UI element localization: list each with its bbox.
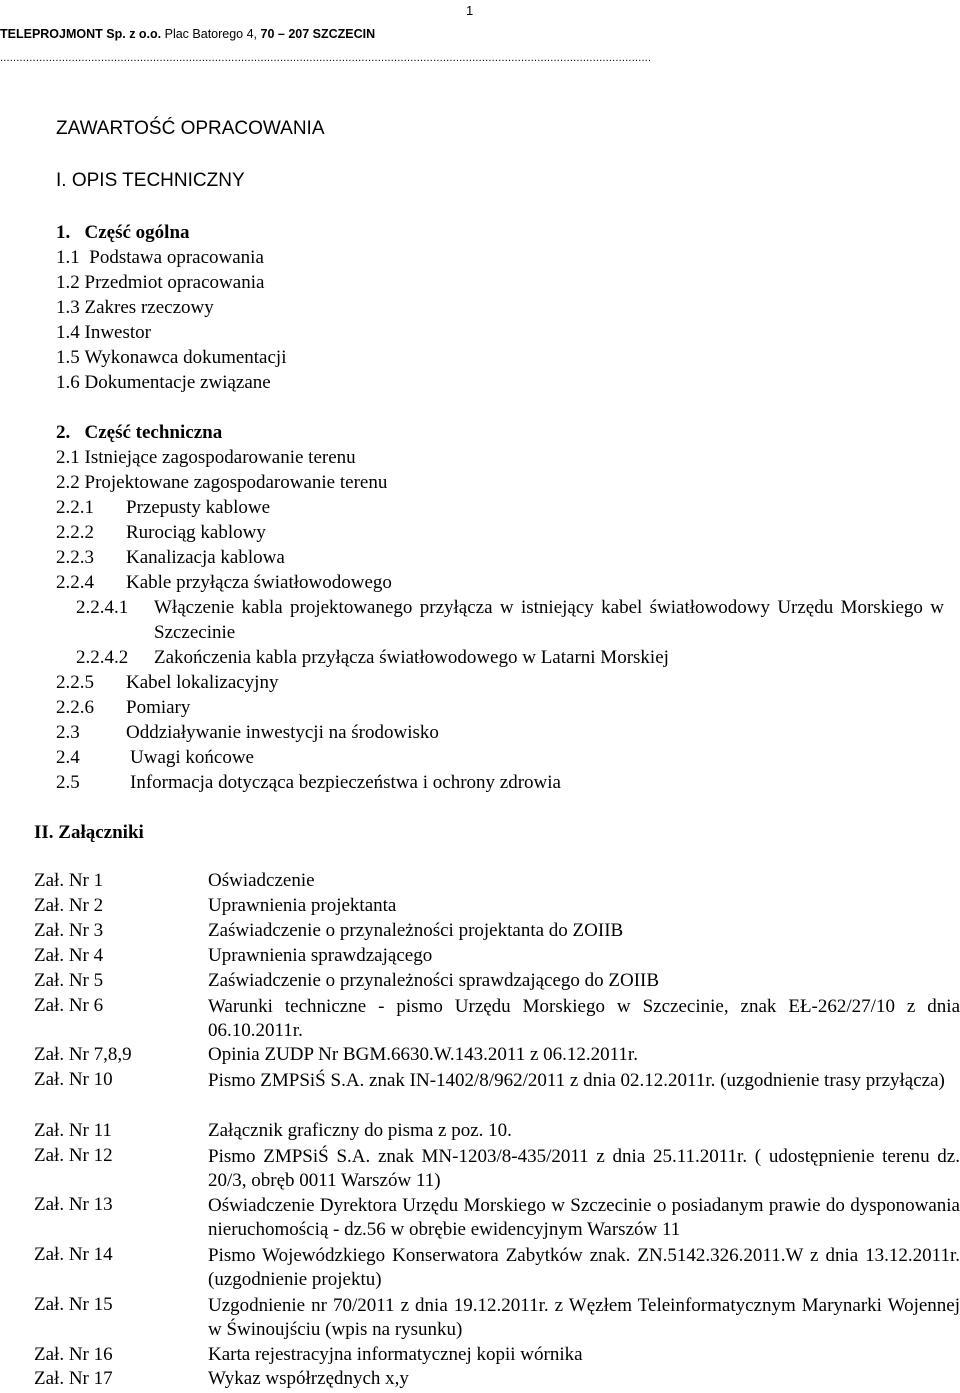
page-number: 1 [466, 3, 474, 18]
attachment-description: Uprawnienia sprawdzającego [208, 945, 433, 966]
toc-item [56, 770, 80, 795]
attachment-label: Zał. Nr 7,8,9 [34, 1044, 132, 1065]
toc-item [56, 320, 151, 345]
toc-number: 1.3 [56, 297, 80, 318]
toc-label: Część techniczna [84, 422, 223, 443]
toc-item [56, 745, 80, 770]
attachment-label: Zał. Nr 10 [34, 1069, 113, 1090]
attachment-description: Pismo ZMPSiŚ S.A. znak IN-1402/8/962/2011 z dnia 02.12.2011r. (uzgodnienie trasy przyłącza) [208, 1070, 945, 1091]
toc-item [56, 670, 94, 695]
toc-label: Zakres rzeczowy [84, 297, 214, 318]
attachment-label: Zał. Nr 14 [34, 1244, 113, 1265]
attachment-description: Zaświadczenie o przynależności sprawdzającego do ZOIIB [208, 970, 660, 991]
toc-number: 1.1 [56, 247, 80, 268]
toc-item [56, 545, 94, 570]
company-postcode: 70 – 207 SZCZECIN [260, 27, 376, 41]
attachment-description: Uzgodnienie nr 70/2011 z dnia 19.12.2011r. z Węzłem Teleinformatycznym Marynarki Wojennej w Świnoujściu (wpis na rysunku) [208, 1295, 960, 1340]
toc-label: Dokumentacje związane [84, 372, 271, 393]
toc-number: 2.2.4.1 [76, 597, 129, 618]
toc-label: Uwagi końcowe [130, 747, 254, 768]
attachment-description: Uprawnienia projektanta [208, 895, 397, 916]
attachment-label: Zał. Nr 3 [34, 920, 104, 941]
toc-number: 1.4 [56, 322, 80, 343]
toc-label: Rurociąg kablowy [126, 522, 266, 543]
toc-item [56, 220, 190, 245]
toc-number: 2.2.6 [56, 697, 94, 718]
toc-number: 1.2 [56, 272, 80, 293]
toc-label: Wykonawca dokumentacji [84, 347, 287, 368]
toc-label: Włączenie kabla projektowanego przyłącza w istniejący kabel światłowodowy Urzędu Morskiego w Szczecinie [154, 597, 944, 643]
attachment-label: Zał. Nr 1 [34, 870, 104, 891]
attachment-description: Oświadczenie [208, 870, 315, 891]
section-heading-zalaczniki: II. Załączniki [34, 822, 144, 843]
toc-label: Część ogólna [84, 222, 190, 243]
attachment-label: Zał. Nr 16 [34, 1344, 113, 1365]
attachment-description: Karta rejestracyjna informatycznej kopii wórnika [208, 1344, 583, 1365]
toc-item [56, 445, 356, 470]
toc-number: 2.2.5 [56, 672, 94, 693]
attachment-description: Wykaz współrzędnych x,y [208, 1368, 409, 1389]
toc-number: 2.2.4 [56, 572, 94, 593]
attachment-description: Zaświadczenie o przynależności projektanta do ZOIIB [208, 920, 624, 941]
attachment-description: Pismo ZMPSiŚ S.A. znak MN-1203/8-435/2011 z dnia 25.11.2011r. ( udostępnienie terenu dz. 20/3, obręb 0011 Warszów 11) [208, 1146, 960, 1191]
attachment-label: Zał. Nr 17 [34, 1368, 113, 1389]
toc-number: 2.2.2 [56, 522, 94, 543]
section-heading-opis: I. OPIS TECHNICZNY [56, 170, 245, 191]
attachment-label: Zał. Nr 12 [34, 1145, 113, 1166]
toc-item [56, 570, 94, 595]
attachment-description: Załącznik graficzny do pisma z poz. 10. [208, 1120, 512, 1141]
document-header [0, 27, 375, 41]
toc-number: 1.5 [56, 347, 80, 368]
toc-label: Oddziaływanie inwestycji na środowisko [126, 722, 439, 743]
attachment-description: Opinia ZUDP Nr BGM.6630.W.143.2011 z 06.12.2011r. [208, 1044, 638, 1065]
toc-number: 2. [56, 422, 71, 443]
toc-label: Zakończenia kabla przyłącza światłowodowego w Latarni Morskiej [154, 647, 669, 668]
attachment-label: Zał. Nr 4 [34, 945, 104, 966]
toc-item [56, 295, 214, 320]
toc-item [76, 595, 128, 620]
toc-number: 2.2.3 [56, 547, 94, 568]
toc-number: 2.4 [56, 747, 80, 768]
toc-item [56, 695, 94, 720]
attachment-description: Pismo Wojewódzkiego Konserwatora Zabytków znak. ZN.5142.326.2011.W z dnia 13.12.2011r. (uzgodnienie projektu) [208, 1245, 960, 1290]
attachment-label: Zał. Nr 2 [34, 895, 104, 916]
toc-number: 2.5 [56, 772, 80, 793]
company-name: TELEPROJMONT [0, 27, 103, 41]
attachment-description: Warunki techniczne - pismo Urzędu Morskiego w Szczecinie, znak EŁ-262/27/10 z dnia 06.10.2011r. [208, 996, 960, 1041]
toc-item [56, 245, 264, 270]
attachment-label: Zał. Nr 11 [34, 1120, 112, 1141]
toc-number: 2.3 [56, 722, 80, 743]
document-title: ZAWARTOŚĆ OPRACOWANIA [56, 118, 325, 139]
toc-item [56, 420, 222, 445]
attachment-description: Oświadczenie Dyrektora Urzędu Morskiego w Szczecinie o posiadanym prawie do dysponowania nieruchomością - dz.56 w obrębie ewidencyjnym Warszów 11 [208, 1195, 960, 1240]
attachment-label: Zał. Nr 5 [34, 970, 104, 991]
company-suffix: Sp. z o.o. [102, 27, 162, 41]
toc-item [56, 495, 94, 520]
toc-label: Inwestor [84, 322, 151, 343]
toc-label: Kanalizacja kablowa [126, 547, 285, 568]
toc-label: Istniejące zagospodarowanie terenu [84, 447, 356, 468]
toc-item [56, 470, 387, 495]
toc-number: 1.6 [56, 372, 80, 393]
toc-number: 2.2.1 [56, 497, 94, 518]
toc-number: 2.1 [56, 447, 80, 468]
toc-number: 2.2.4.2 [76, 647, 129, 668]
header-dotted-rule: ........................................................................................................................................................................................................ [0, 52, 652, 64]
toc-item [56, 270, 264, 295]
attachment-label: Zał. Nr 15 [34, 1294, 113, 1315]
toc-item [76, 645, 128, 670]
attachment-label: Zał. Nr 13 [34, 1194, 113, 1215]
toc-label: Kabel lokalizacyjny [126, 672, 279, 693]
toc-number: 2.2 [56, 472, 80, 493]
toc-label: Kable przyłącza światłowodowego [126, 572, 392, 593]
attachment-label: Zał. Nr 6 [34, 995, 104, 1016]
toc-label: Przedmiot opracowania [84, 272, 265, 293]
toc-label: Podstawa opracowania [89, 247, 264, 268]
toc-item [56, 720, 80, 745]
toc-number: 1. [56, 222, 71, 243]
company-address: Plac Batorego 4, [161, 27, 261, 41]
toc-label: Przepusty kablowe [126, 497, 271, 518]
toc-item [56, 370, 271, 395]
toc-label: Pomiary [126, 697, 191, 718]
toc-item [56, 345, 286, 370]
toc-item [56, 520, 94, 545]
toc-label: Projektowane zagospodarowanie terenu [84, 472, 388, 493]
toc-label: Informacja dotycząca bezpieczeństwa i ochrony zdrowia [130, 772, 561, 793]
